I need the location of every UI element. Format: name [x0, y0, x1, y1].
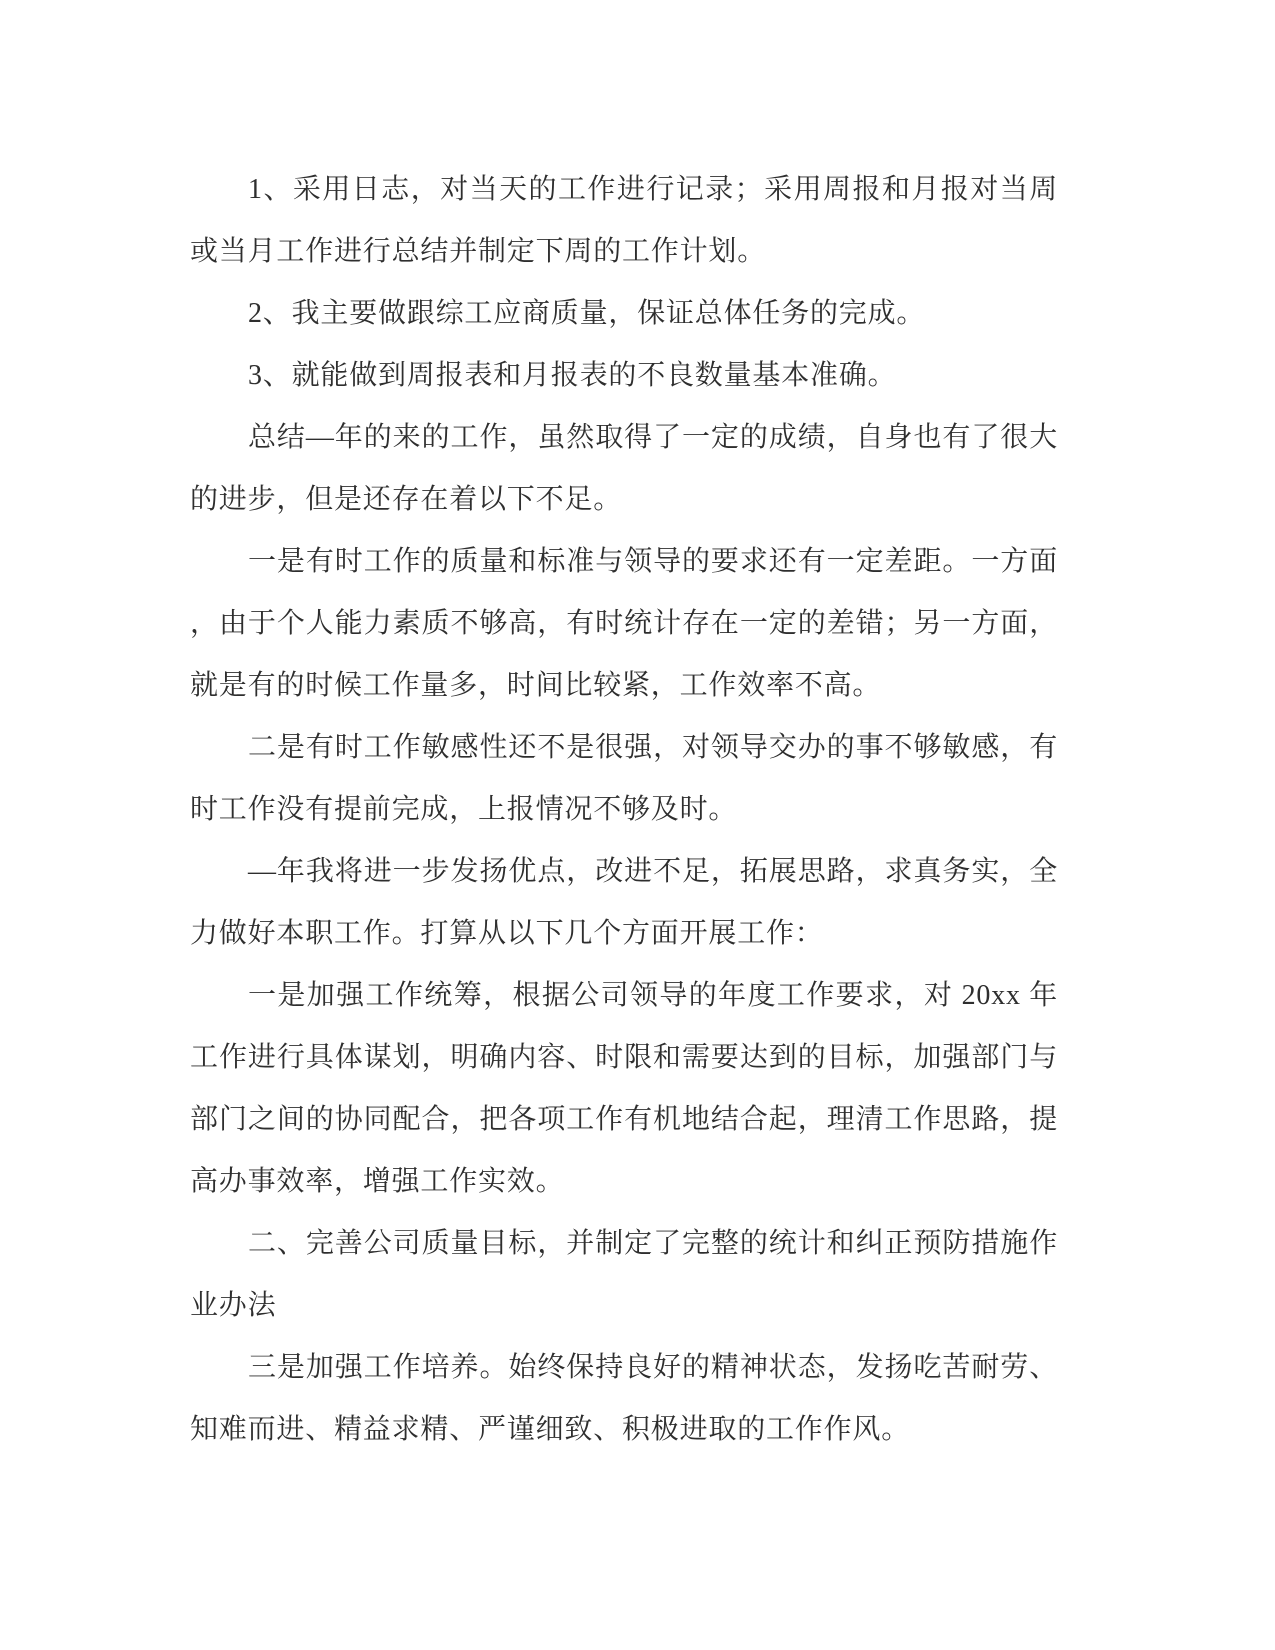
text-line: 时工作没有提前完成，上报情况不够及时。	[190, 794, 738, 825]
text-line: 知难而进、精益求精、严谨细致、积极进取的工作作风。	[190, 1414, 911, 1445]
text-line: 1、采用日志，对当天的工作进行记录；采用周报和月报对当周	[248, 174, 1058, 205]
text-line: 工作进行具体谋划，明确内容、时限和需要达到的目标，加强部门与	[190, 1042, 1058, 1073]
text-line: 二是有时工作敏感性还不是很强，对领导交办的事不够敏感，有	[248, 732, 1058, 763]
text-line: 二、完善公司质量目标，并制定了完整的统计和纠正预防措施作	[248, 1228, 1058, 1259]
text-line: 业办法	[190, 1290, 277, 1321]
text-line: 总结—年的来的工作，虽然取得了一定的成绩，自身也有了很大	[248, 422, 1058, 453]
text-line: ，由于个人能力素质不够高，有时统计存在一定的差错；另一方面，	[190, 608, 1058, 639]
text-line: —年我将进一步发扬优点，改进不足，拓展思路，求真务实，全	[248, 856, 1058, 887]
text-line: 或当月工作进行总结并制定下周的工作计划。	[190, 236, 767, 267]
text-line: 的进步，但是还存在着以下不足。	[190, 484, 623, 515]
text-line: 3、就能做到周报表和月报表的不良数量基本准确。	[248, 360, 897, 391]
text-line: 部门之间的协同配合，把各项工作有机地结合起，理清工作思路，提	[190, 1104, 1058, 1135]
document-body	[190, 159, 1058, 1461]
text-line: 2、我主要做跟综工应商质量，保证总体任务的完成。	[248, 298, 926, 329]
text-line: 一是加强工作统筹，根据公司领导的年度工作要求，对 20xx 年	[248, 980, 1058, 1011]
text-line: 就是有的时候工作量多，时间比较紧，工作效率不高。	[190, 670, 882, 701]
text-line: 高办事效率，增强工作实效。	[190, 1166, 565, 1197]
text-line: 三是加强工作培养。始终保持良好的精神状态，发扬吃苦耐劳、	[248, 1352, 1058, 1383]
text-line: 力做好本职工作。打算从以下几个方面开展工作：	[190, 918, 824, 949]
text-line: 一是有时工作的质量和标准与领导的要求还有一定差距。一方面	[248, 546, 1058, 577]
